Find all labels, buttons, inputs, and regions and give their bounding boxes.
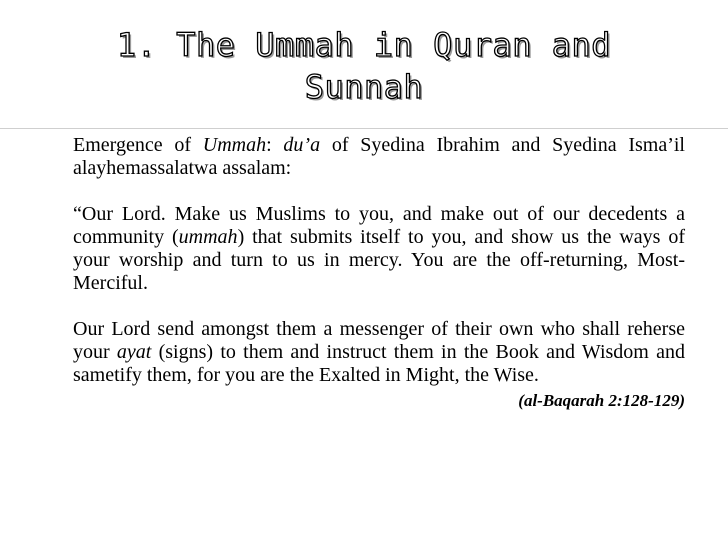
quote-paragraph-1 [73, 203, 685, 295]
citation-paragraph [73, 389, 685, 412]
intro-text-1: Emergence of [73, 134, 203, 156]
quote2-text-1: Our Lord send amongst them a messenger of their own who shall reherse your [73, 318, 685, 363]
intro-paragraph [73, 134, 685, 180]
intro-ummah-term: Ummah [202, 134, 267, 156]
quote1-text-1: “Our Lord. Make us Muslims to you, and make out of our decedents a community ( [73, 203, 685, 248]
slide-title [60, 25, 668, 108]
quote1-ummah-term: ummah [178, 226, 238, 248]
slide-body [73, 134, 685, 412]
quote2-ayat-term: ayat [116, 341, 152, 363]
quote1-text-2: ) that submits itself to you, and show us the ways of your worship and turn to us in mercy. You are the off-returning, Most-Merciful. [73, 226, 685, 294]
quote-paragraph-2 [73, 318, 685, 387]
title-divider [0, 128, 728, 129]
quote2-text-2: (signs) to them and instruct them in the Book and Wisdom and sametify them, for you are the Exalted in Might, the Wise. [73, 341, 685, 386]
intro-text-2: : [266, 134, 284, 156]
intro-text-3: of Syedina Ibrahim and Syedina Isma’il alayhemassalatwa assalam: [73, 134, 685, 179]
title-line-2: Sunnah [304, 67, 424, 106]
intro-dua-term: du’a [283, 134, 321, 156]
citation: (al-Baqarah 2:128-129) [518, 391, 685, 410]
title-line-1: 1. The Ummah in Quran and [116, 26, 612, 64]
